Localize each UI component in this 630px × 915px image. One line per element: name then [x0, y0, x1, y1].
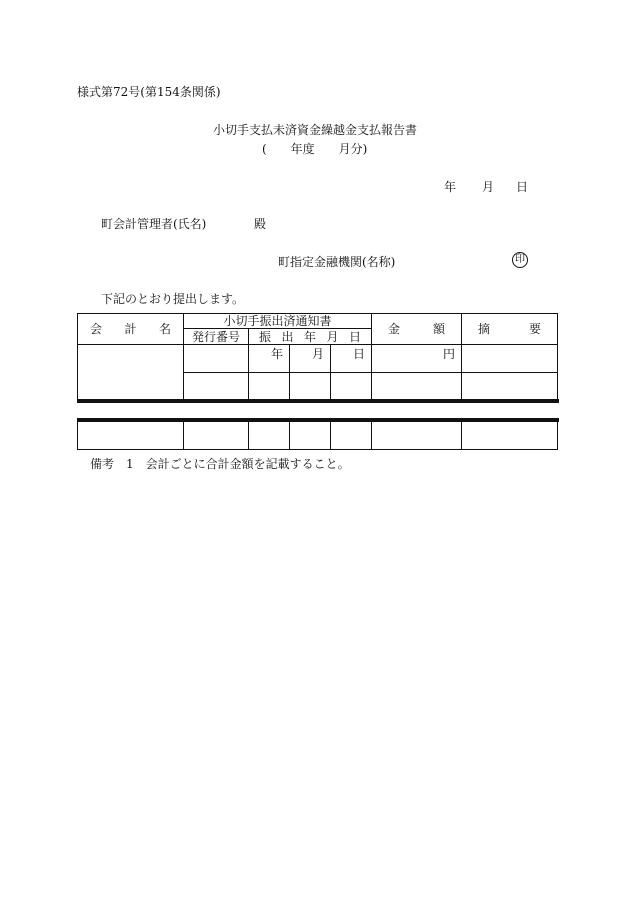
cell-issue-number: [184, 373, 249, 401]
bank-label: 町指定金融機関(名称): [278, 255, 396, 269]
date-month: 月: [482, 180, 495, 194]
cell-year: [249, 373, 290, 401]
date-day: 日: [516, 180, 529, 194]
seal-mark: 印: [512, 252, 528, 268]
header-issue-number: 発行番号: [184, 329, 249, 345]
cell-amount: [372, 373, 462, 401]
unit-yen: 円: [372, 345, 462, 373]
header-notice: 小切手振出済通知書: [184, 314, 372, 329]
cell-summary: [462, 373, 558, 401]
total-account: [78, 422, 184, 450]
total-amount: [372, 422, 462, 450]
total-year: [249, 422, 290, 450]
cell-month: [290, 373, 331, 401]
addressee-label: 町会計管理者(氏名): [101, 217, 207, 231]
total-day: [331, 422, 372, 450]
total-month: [290, 422, 331, 450]
cell-day: [331, 373, 372, 401]
header-amount: 金 額: [372, 314, 462, 345]
intro-text: 下記のとおり提出します。: [101, 292, 245, 306]
total-issue-number: [184, 422, 249, 450]
document-title: 小切手支払未済資金繰越金支払報告書: [212, 123, 417, 137]
period: ( 年度 月分): [262, 142, 368, 156]
header-summary: 摘 要: [462, 314, 558, 345]
report-table: [77, 313, 558, 401]
header-issue-date: 振 出 年 月 日: [249, 329, 372, 345]
total-table: [77, 421, 558, 450]
header-account: 会 計 名: [78, 314, 184, 345]
addressee-honorific: 殿: [254, 217, 267, 231]
unit-day: 日: [331, 345, 372, 373]
double-rule-top: [77, 399, 559, 403]
total-summary: [462, 422, 558, 450]
unit-year: 年: [249, 345, 290, 373]
cell-account-name: [78, 345, 184, 401]
unit-month: 月: [290, 345, 331, 373]
remarks-note: 備考 1 会計ごとに合計金額を記載すること。: [90, 457, 350, 471]
cell-issue-number: [184, 345, 249, 373]
form-number: 様式第72号(第154条関係): [77, 85, 221, 99]
cell-summary: [462, 345, 558, 373]
date-year: 年: [444, 180, 457, 194]
